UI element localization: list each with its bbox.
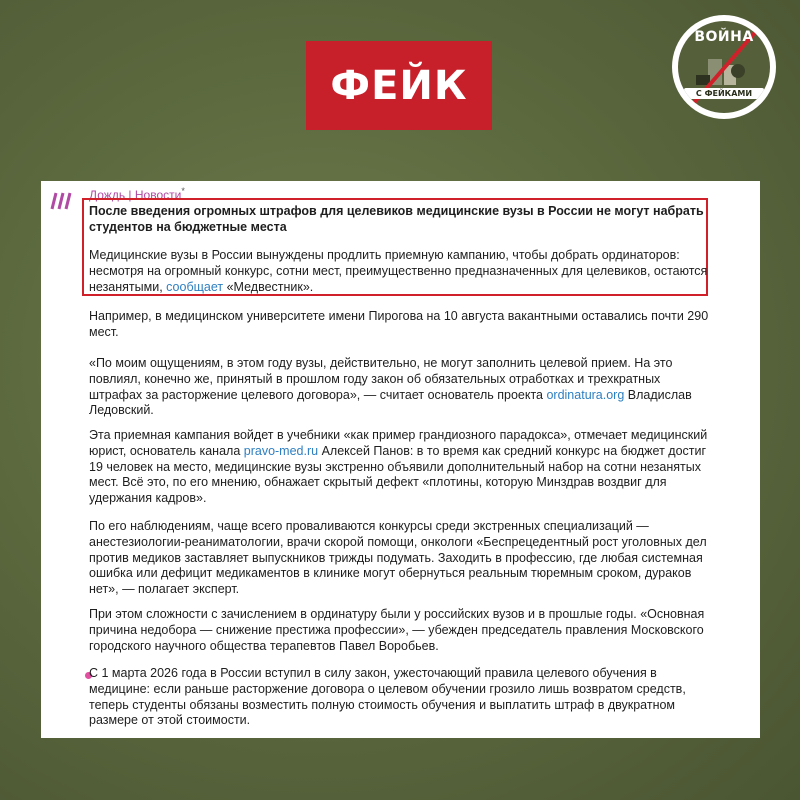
lead-text-end: «Медвестник». <box>223 279 314 294</box>
logo-emblem <box>678 21 770 113</box>
article-lead <box>89 248 709 295</box>
paragraph-1: Например, в медицинском университете имени Пирогова на 10 августа вакантными оставались почти 290 мест. <box>89 309 709 339</box>
paragraph-2 <box>89 356 709 419</box>
article-screenshot-card <box>41 181 760 738</box>
source-mark: * <box>181 186 185 196</box>
paragraph-6: С 1 марта 2026 года в России вступил в силу закон, ужесточающий правила целевого обучения в медицине: если раньше расторжение договора о целевом обучении грозило лишь возвратом средств, теперь студенты обязаны возместить полную стоимость обучения и выплатить штраф в двукратном размере от этой стоимости. <box>89 666 686 728</box>
paragraph-5: При этом сложности с зачислением в ординатуру были у российских вузов и в прошлые годы. «Основная причина недобора — снижение престижа профессии», — убежден председатель правления Московского городского научного общества терапевтов Павел Воробьев. <box>89 607 705 653</box>
lead-link[interactable]: сообщает <box>166 279 224 294</box>
pravo-med-link[interactable]: pravo-med.ru <box>243 443 319 458</box>
p3-text: Эта приемная кампания войдет в учебники «как пример грандиозного парадокса», отмечает медицинский юрист, основатель канала <box>89 428 708 458</box>
fake-label-banner <box>306 41 492 130</box>
logo-bottom-text: С ФЕЙКАМИ <box>684 88 764 99</box>
lead-text: Медицинские вузы в России вынуждены продлить приемную кампанию, чтобы добрать ординаторов: несмотря на огромный конкурс, сотни мест, преимущественно предназначенных для целевиков, остаются незанятыми, <box>89 248 708 294</box>
ordinatura-link[interactable]: ordinatura.org <box>546 387 625 402</box>
p2-text-end: Владислав Ледовский. <box>89 387 692 418</box>
fake-label-text: ФЕЙК <box>330 62 468 109</box>
p2-text: «По моим ощущениям, в этом году вузы, действительно, не могут заполнить целевой прием. На это повлиял, конечно же, принятый в прошлом году закон об обязательных отработках и трехкратных штрафах за расторжение целевого договора», — считает основатель проекта <box>89 356 673 402</box>
tv-rain-logo-icon <box>50 190 80 212</box>
logo-top-text: ВОЙНА <box>694 29 754 45</box>
war-on-fakes-logo <box>672 15 776 119</box>
p3-text-end: Алексей Панов: в то время как средний конкурс на бюджет достиг 19 человек на место, медицинские вузы экстренно объявили дополнительный набор на сотни незанятых мест. Всё это, по его мнению, обнажает скрытый дефект «плотины, которую Минздрав воздвиг для удержания кадров». <box>89 443 707 506</box>
source-name[interactable]: Дождь | Новости <box>89 188 182 202</box>
paragraph-3 <box>89 428 709 507</box>
paragraph-4: По его наблюдениям, чаще всего проваливаются конкурсы среди экстренных специализаций — анестезиологии-реаниматологии, врачи скорой помощи, онкологи «Беспрецедентный рост уголовных дел против медиков заставляет выпускников трижды подумать. Заходить в профессию, где любая системная ошибка или дефицит медикаментов в клинике могут обернуться реальным тюремным сроком, дураков нет», — полагает эксперт. <box>89 519 707 597</box>
article-headline: После введения огромных штрафов для целевиков медицинские вузы в России не могут набрать студентов на бюджетные места <box>89 204 704 234</box>
